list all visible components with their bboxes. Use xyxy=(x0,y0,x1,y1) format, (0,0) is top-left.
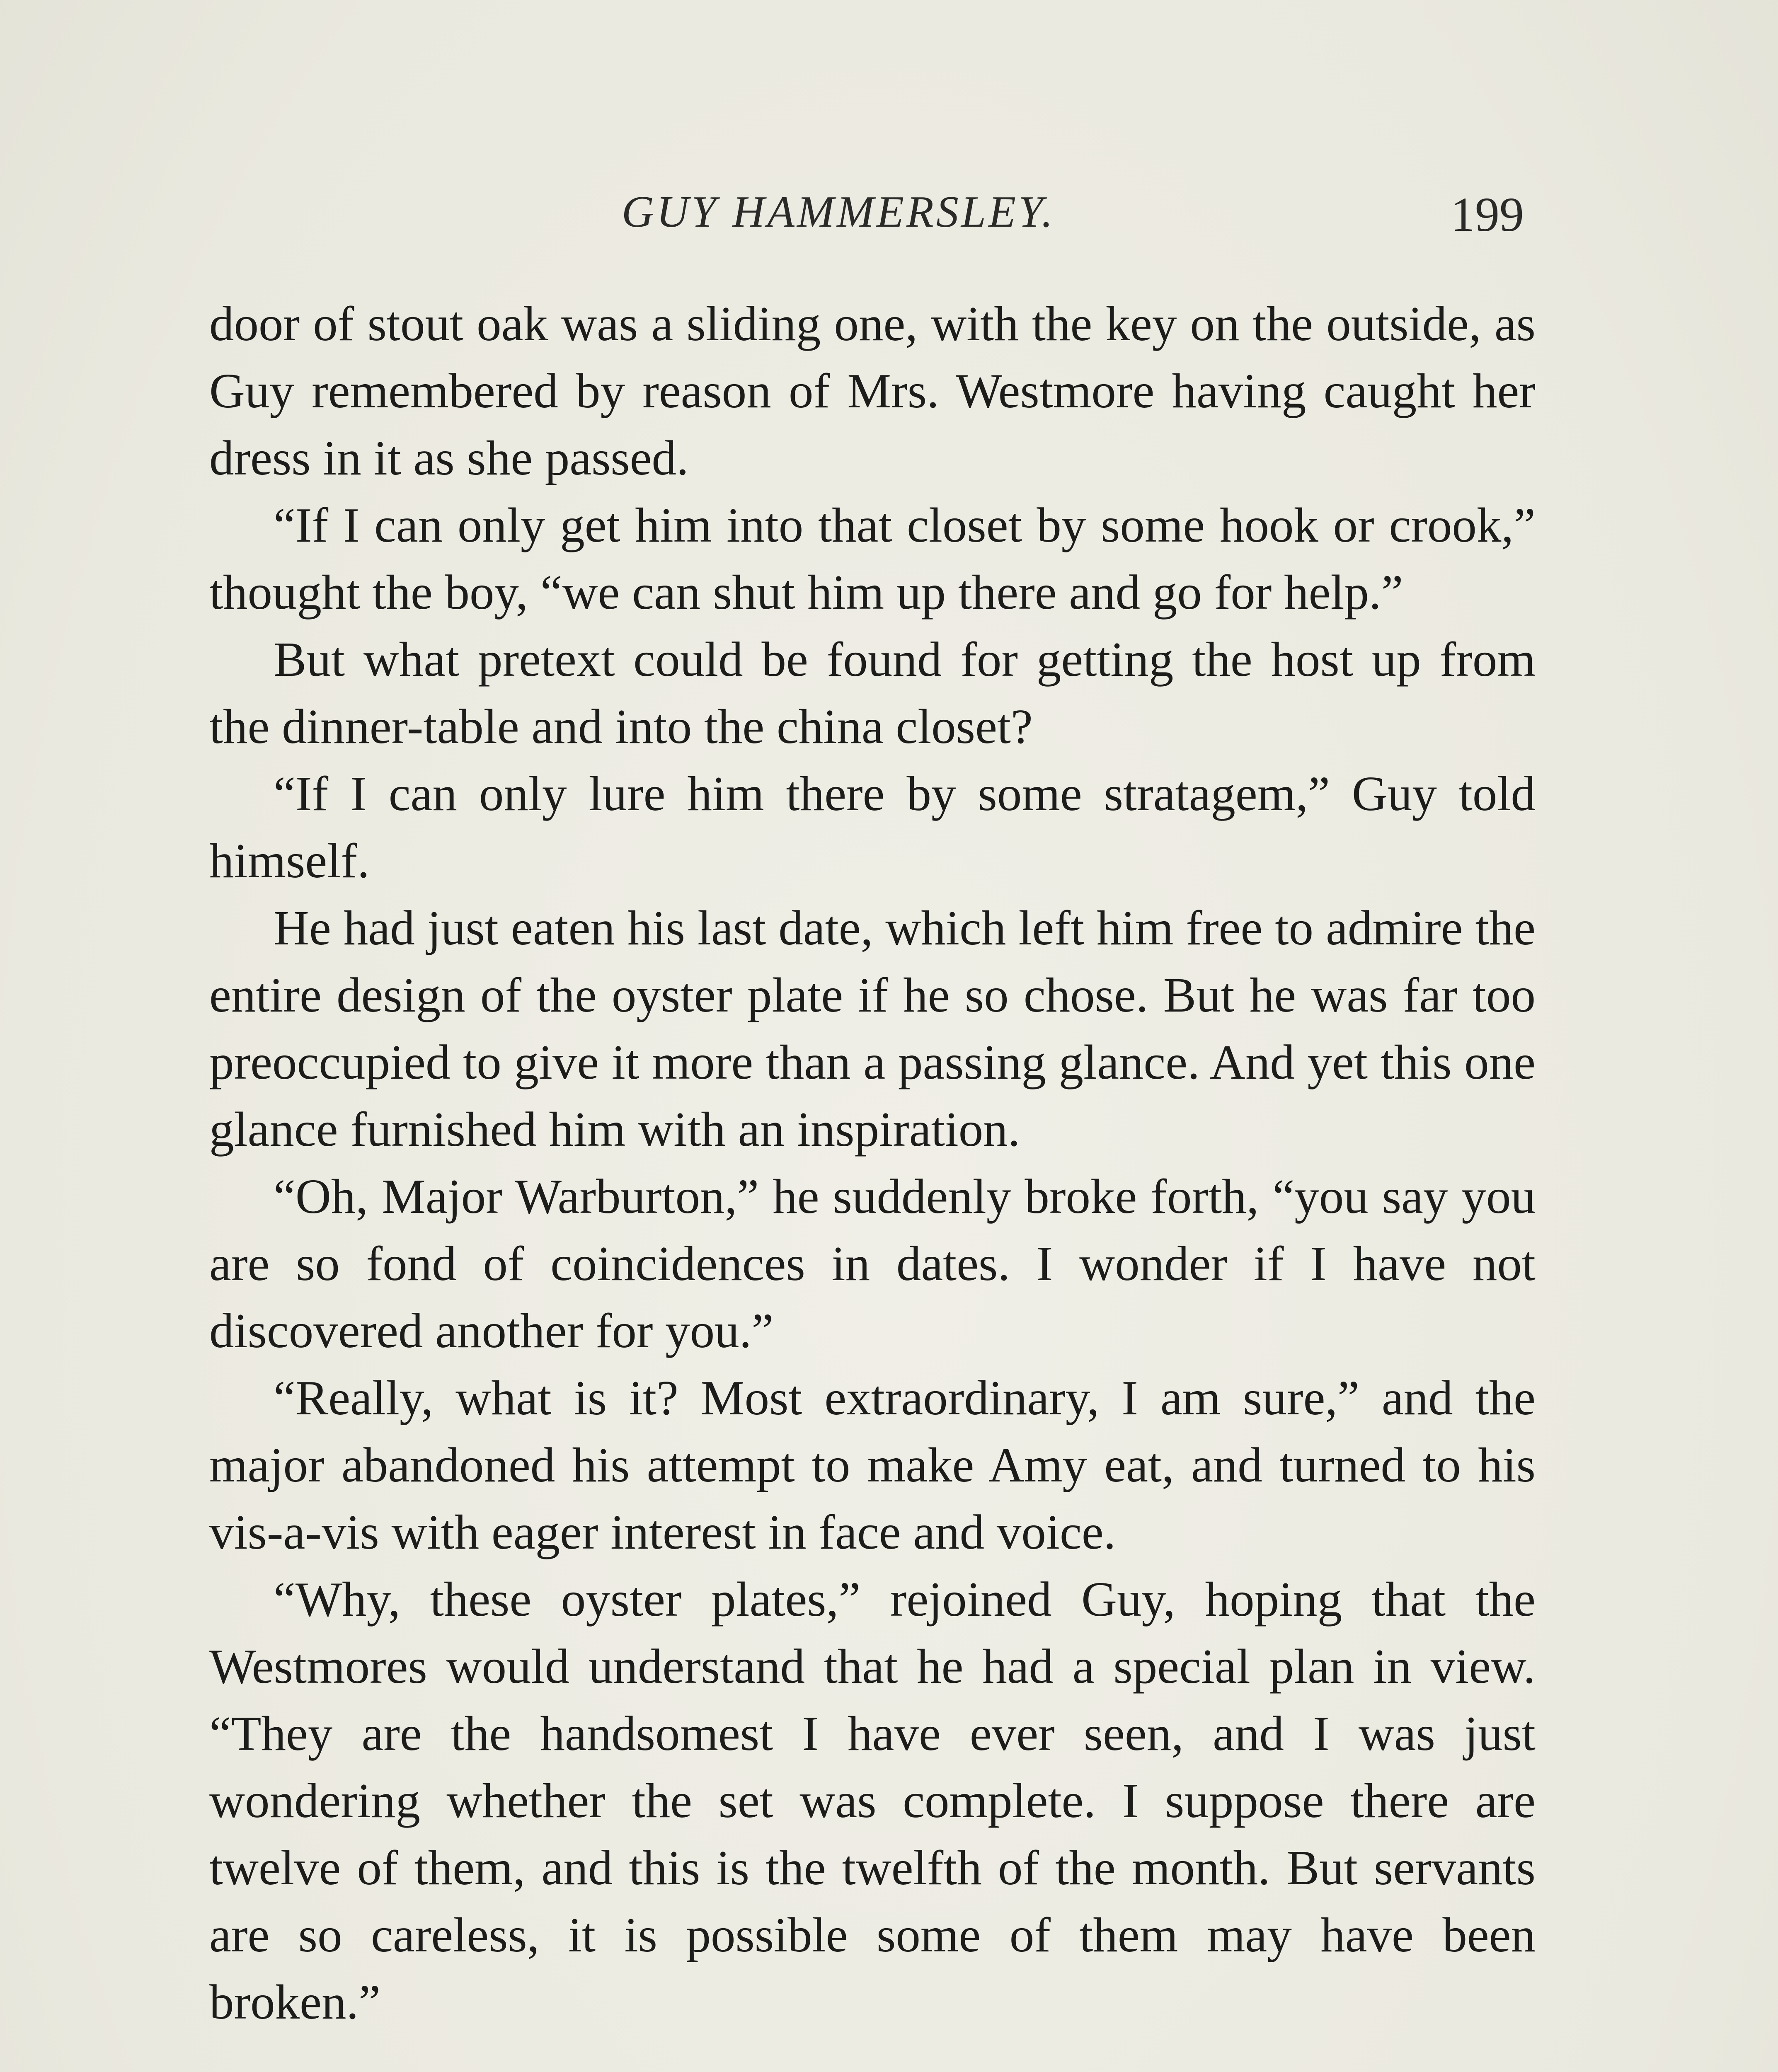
page-number: 199 xyxy=(1451,187,1524,242)
body-text xyxy=(209,290,1536,2036)
paragraph: “Why, these oyster plates,” rejoined Guy, hoping that the Westmores would understand that he had a special plan in view. “They are the handsomest I have ever seen, and I was just wondering whether the set was complete. I suppose there are twelve of them, and this is the twelfth of the month. But servants are so careless, it is possible some of them may have been broken.” xyxy=(209,1572,1536,2029)
running-header xyxy=(0,178,1778,244)
running-title: GUY HAMMERSLEY. xyxy=(622,187,1056,237)
paragraph: “If I can only get him into that closet by some hook or crook,” thought the boy, “we can shut him up there and go for help.” xyxy=(209,498,1536,620)
paragraph: “Oh, Major Warburton,” he suddenly broke forth, “you say you are so fond of coincidences in dates. I wonder if I have not discovered another for you.” xyxy=(209,1169,1536,1358)
paragraph: door of stout oak was a sliding one, with the key on the outside, as Guy remembered by reason of Mrs. Westmore having caught her dress in it as she passed. xyxy=(209,296,1536,485)
paragraph: “If I can only lure him there by some stratagem,” Guy told himself. xyxy=(209,766,1536,888)
paragraph: But what pretext could be found for getting the host up from the dinner-table and into the china closet? xyxy=(209,632,1536,754)
paragraph: He had just eaten his last date, which left him free to admire the entire design of the oyster plate if he so chose. But he was far too preoccupied to give it more than a passing glance. And yet this one glance furnished him with an inspiration. xyxy=(209,900,1536,1157)
paragraph: “Really, what is it? Most extraordinary, I am sure,” and the major abandoned his attempt to make Amy eat, and turned to his vis-a-vis with eager interest in face and voice. xyxy=(209,1370,1536,1559)
